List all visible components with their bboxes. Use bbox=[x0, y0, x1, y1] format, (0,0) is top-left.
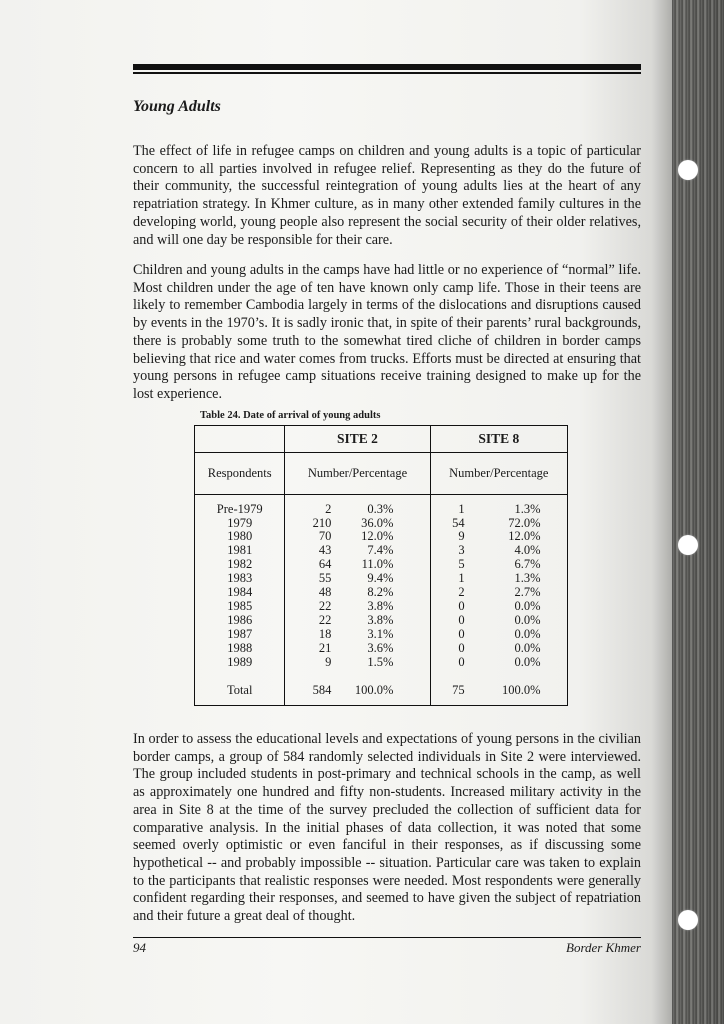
row-label: 1986 bbox=[195, 613, 285, 627]
row-site2 bbox=[285, 557, 430, 571]
row-site3 bbox=[430, 516, 567, 530]
table-row bbox=[195, 613, 568, 627]
site3-percent: 1.3% bbox=[514, 501, 541, 516]
table-row bbox=[195, 599, 568, 613]
binder-hole bbox=[678, 160, 698, 180]
site2-percent: 3.6% bbox=[367, 640, 394, 655]
row-site3 bbox=[430, 627, 567, 641]
table-row bbox=[195, 641, 568, 655]
row-site2 bbox=[285, 655, 430, 669]
site3-percent: 12.0% bbox=[508, 529, 541, 544]
total-site3-number: 75 bbox=[452, 682, 465, 697]
row-label: 1982 bbox=[195, 557, 285, 571]
row-label: 1981 bbox=[195, 544, 285, 558]
total-site2-percent: 100.0% bbox=[354, 682, 394, 697]
total-site2 bbox=[285, 676, 430, 706]
site2-number: 21 bbox=[318, 640, 332, 655]
table-row bbox=[195, 655, 568, 669]
site2-percent: 8.2% bbox=[367, 585, 394, 600]
total-site3-percent: 100.0% bbox=[502, 682, 541, 697]
site3-number: 0 bbox=[458, 654, 465, 669]
section-title: Young Adults bbox=[133, 98, 221, 115]
paragraph-1: The effect of life in refugee camps on children and young adults is a topic of particular concern to all parties involved in refugee relief. Representing as they do the future of their community, the successful reintegration of young adults lies at the heart of any repatriation strategy. In Khmer culture, as in many other extended family cultures in the developing world, young people also represent the social security of their older relatives, and will one day be responsible for their care. bbox=[133, 143, 641, 248]
row-site3 bbox=[430, 655, 567, 669]
row-label: 1988 bbox=[195, 641, 285, 655]
site2-percent: 11.0% bbox=[361, 557, 394, 572]
site2-number: 55 bbox=[318, 571, 332, 586]
site3-number: 54 bbox=[452, 515, 465, 530]
site2-number: 48 bbox=[318, 585, 332, 600]
table-row bbox=[195, 627, 568, 641]
site3-number: 2 bbox=[458, 585, 465, 600]
page-number: 94 bbox=[133, 940, 146, 955]
row-label: 1983 bbox=[195, 571, 285, 585]
row-site3 bbox=[430, 557, 567, 571]
scan-edge-shadow bbox=[672, 0, 724, 1024]
site2-percent: 12.0% bbox=[361, 529, 394, 544]
site2-number: 9 bbox=[325, 654, 332, 669]
row-site2 bbox=[285, 613, 430, 627]
site3-percent: 1.3% bbox=[514, 571, 541, 586]
site3-percent: 6.7% bbox=[514, 557, 541, 572]
site3-number: 5 bbox=[458, 557, 465, 572]
row-site3 bbox=[430, 599, 567, 613]
table-column-header-row bbox=[195, 453, 568, 495]
row-site3 bbox=[430, 530, 567, 544]
row-site3 bbox=[430, 585, 567, 599]
site3-percent: 0.0% bbox=[514, 640, 541, 655]
site2-number: 18 bbox=[318, 626, 332, 641]
site2-percent: 3.1% bbox=[367, 626, 394, 641]
table-body bbox=[195, 502, 568, 669]
site2-number: 22 bbox=[318, 612, 332, 627]
site2-number: 43 bbox=[318, 543, 332, 558]
row-site2 bbox=[285, 585, 430, 599]
site2-number: 70 bbox=[318, 529, 332, 544]
binder-hole bbox=[678, 910, 698, 930]
row-site2 bbox=[285, 530, 430, 544]
row-label: 1984 bbox=[195, 585, 285, 599]
site3-number: 3 bbox=[458, 543, 465, 558]
row-site3 bbox=[430, 641, 567, 655]
row-site2 bbox=[285, 502, 430, 516]
table-row bbox=[195, 530, 568, 544]
site2-percent: 9.4% bbox=[367, 571, 394, 586]
row-site2 bbox=[285, 599, 430, 613]
site2-percent: 7.4% bbox=[367, 543, 394, 558]
site2-percent: 36.0% bbox=[361, 515, 394, 530]
table-row bbox=[195, 585, 568, 599]
row-site2 bbox=[285, 516, 430, 530]
total-site2-number: 584 bbox=[312, 682, 332, 697]
site3-number: 0 bbox=[458, 598, 465, 613]
site3-number: 0 bbox=[458, 626, 465, 641]
site3-column-header: Number/Percentage bbox=[430, 453, 567, 495]
site3-percent: 0.0% bbox=[514, 598, 541, 613]
header-blank bbox=[195, 426, 285, 453]
row-site2 bbox=[285, 627, 430, 641]
row-site2 bbox=[285, 571, 430, 585]
site3-percent: 0.0% bbox=[514, 654, 541, 669]
running-footer-title: Border Khmer bbox=[566, 940, 641, 955]
row-site2 bbox=[285, 544, 430, 558]
site3-number: 1 bbox=[458, 501, 465, 516]
row-label: 1980 bbox=[195, 530, 285, 544]
site2-percent: 1.5% bbox=[367, 654, 394, 669]
row-label: 1979 bbox=[195, 516, 285, 530]
total-label: Total bbox=[195, 676, 285, 706]
site2-column-header: Number/Percentage bbox=[285, 453, 430, 495]
site3-percent: 4.0% bbox=[514, 543, 541, 558]
row-label: 1989 bbox=[195, 655, 285, 669]
site2-number: 210 bbox=[312, 515, 332, 530]
site3-number: 1 bbox=[458, 571, 465, 586]
bottom-rule bbox=[133, 937, 641, 938]
site3-percent: 2.7% bbox=[514, 585, 541, 600]
row-site3 bbox=[430, 544, 567, 558]
paragraph-3: In order to assess the educational levels and expectations of young persons in the civilian border camps, a group of 584 randomly selected individuals in Site 2 were interviewed. The group included students in post-primary and technical schools in the camp, as well as approximately one hundred and fifty non-students. Increased military activity in the area in Site 8 at the time of the survey precluded the collection of sufficient data for comparative analysis. In the initial phases of data collection, it was noted that some seemed overly optimistic or even fanciful in their responses, as if discussing some hypothetical -- and probably impossible -- situation. Particular care was taken to explain to the participants that realistic responses were needed. Most respondents were generally confident regarding their responses, and seemed to have given the subject of repatriation and their future a great deal of thought. bbox=[133, 731, 641, 925]
paragraph-2: Children and young adults in the camps have had little or no experience of “normal” life. Most children under the age of ten have known only camp life. Those in their teens are likely to remember Cambodia largely in terms of the dislocations and disruptions caused by events in the 1970’s. It is sadly ironic that, in spite of their parents’ rural backgrounds, there is probably some truth to the somewhat tired cliche of children in border camps believing that rice and water comes from trucks. Efforts must be directed at ensuring that young persons in refugee camp situations receive training designed to make up for the lost experience. bbox=[133, 262, 641, 402]
site2-number: 2 bbox=[325, 501, 332, 516]
row-site3 bbox=[430, 502, 567, 516]
row-site2 bbox=[285, 641, 430, 655]
row-label: 1985 bbox=[195, 599, 285, 613]
site3-percent: 0.0% bbox=[514, 626, 541, 641]
table-site-header-row bbox=[195, 426, 568, 453]
row-label: Pre-1979 bbox=[195, 502, 285, 516]
top-rule bbox=[133, 64, 641, 74]
table-row bbox=[195, 516, 568, 530]
table-total-row bbox=[195, 676, 568, 706]
table-row bbox=[195, 544, 568, 558]
table-row bbox=[195, 502, 568, 516]
total-site3 bbox=[430, 676, 567, 706]
row-site3 bbox=[430, 613, 567, 627]
site2-percent: 3.8% bbox=[367, 598, 394, 613]
site3-percent: 0.0% bbox=[514, 612, 541, 627]
site2-number: 64 bbox=[318, 557, 332, 572]
site3-percent: 72.0% bbox=[508, 515, 541, 530]
arrival-table bbox=[194, 425, 568, 706]
site2-number: 22 bbox=[318, 598, 332, 613]
site3-number: 9 bbox=[458, 529, 465, 544]
respondents-header: Respondents bbox=[195, 453, 285, 495]
binder-hole bbox=[678, 535, 698, 555]
site3-number: 0 bbox=[458, 640, 465, 655]
row-label: 1987 bbox=[195, 627, 285, 641]
table-row bbox=[195, 557, 568, 571]
site3-header: SITE 8 bbox=[430, 426, 567, 453]
table-row bbox=[195, 571, 568, 585]
site2-percent: 3.8% bbox=[367, 612, 394, 627]
site2-header: SITE 2 bbox=[285, 426, 430, 453]
row-site3 bbox=[430, 571, 567, 585]
site3-number: 0 bbox=[458, 612, 465, 627]
table-caption: Table 24. Date of arrival of young adults bbox=[200, 410, 381, 421]
site2-percent: 0.3% bbox=[367, 501, 394, 516]
